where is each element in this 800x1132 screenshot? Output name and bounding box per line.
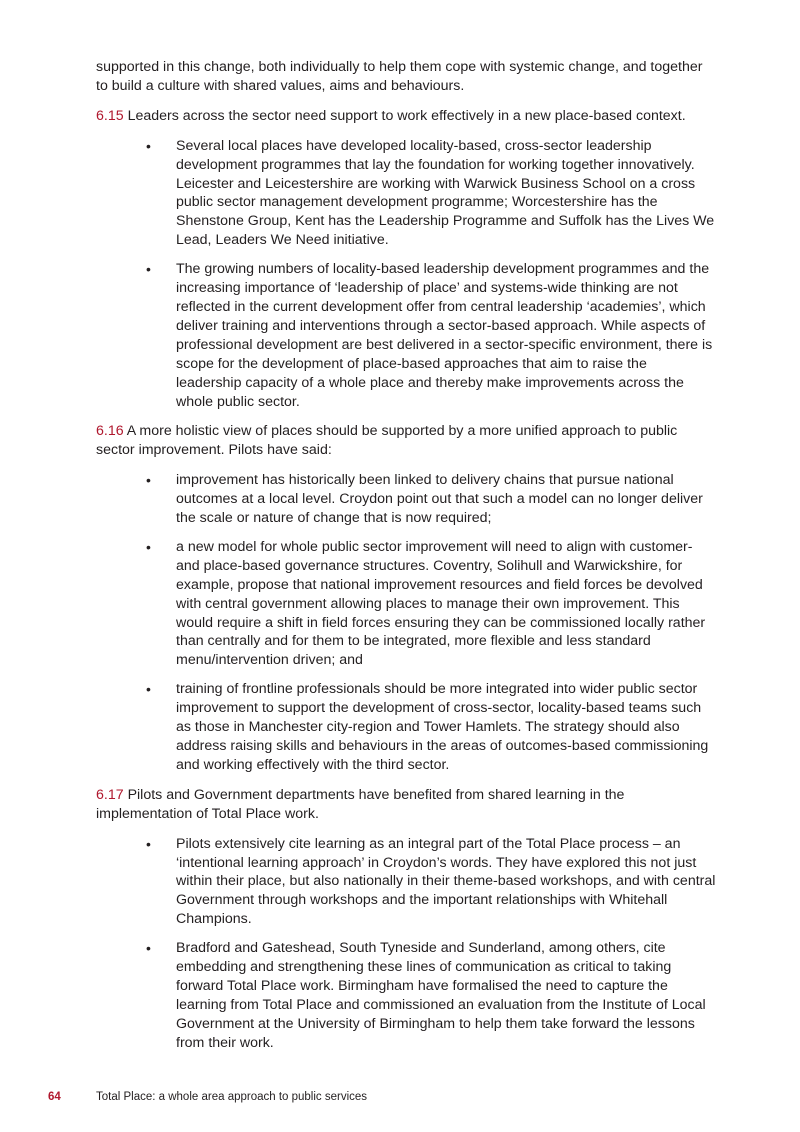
place-name: Leicester and Leicestershire xyxy=(176,175,354,192)
page-footer xyxy=(48,1091,367,1103)
place-name: Croydon xyxy=(382,854,437,871)
paragraph-6-17: 6.17 Pilots and Government departments have benefited from shared learning in the implementation of Total Place work. xyxy=(96,786,625,822)
list-item: • training of frontline professionals should be more integrated into wider public sector improvement to support the development of cross-sector, locality-based teams such as those in Manchester city-region and Tower Hamlets. The strategy should also address raising skills and behaviours in the areas of outcomes-based commissioning and working effectively with the third sector. xyxy=(176,680,716,775)
place-name: Kent xyxy=(295,213,325,230)
place-name: Tower Hamlets xyxy=(423,719,518,736)
list-item: • improvement has historically been linked to delivery chains that pursue national outcomes at a local level. Croydon point out that such a model can no longer deliver the scale or nature of change that is now required; xyxy=(176,471,716,528)
paragraph-6-15: 6.15 Leaders across the sector need support to work effectively in a new place-based context. xyxy=(96,107,686,124)
place-name: Birmingham xyxy=(338,977,414,994)
body-text xyxy=(96,58,716,1064)
paragraph-number: 6.15 xyxy=(96,107,124,124)
place-name: Bradford xyxy=(176,940,231,957)
list-item: • Bradford and Gateshead, South Tyneside and Sunderland, among others, cite embedding and strengthening these lines of communication as critical to taking forward Total Place work. Birmingham have formalised the need to capture the learning from Total Place and commissioned an evaluation from the Institute of Local Government at the University of Birmingham to help them take forward the lessons from their work. xyxy=(176,939,716,1052)
paragraph-number: 6.17 xyxy=(96,786,124,803)
page-number: 64 xyxy=(48,1091,61,1103)
bullet-list-6-16 xyxy=(96,471,716,775)
place-name: Suffolk xyxy=(558,213,602,230)
place-name: Gateshead, South Tyneside and Sunderland xyxy=(261,940,541,957)
list-item: • The growing numbers of locality-based leadership development programmes and the increasing importance of ‘leadership of place’ and systems-wide thinking are not reflected in the current development offer from central leadership ‘academies’, which deliver training and interventions through a sector-based approach. While aspects of professional development are best delivered in a sector-specific environment, there is scope for the development of place-based approaches that aim to raise the leadership capacity of a whole place and thereby make improvements across the whole public sector. xyxy=(176,260,716,411)
place-name: Manchester city-region xyxy=(248,719,393,736)
list-item: • Pilots extensively cite learning as an integral part of the Total Place process – an ‘intentional learning approach’ in Croydon’s words. They have explored this not just within their place, but also nationally in their theme-based workshops, and with central Government through workshops and the important relationships with Whitehall Champions. xyxy=(176,835,716,930)
bullet-list-6-17 xyxy=(96,835,716,1053)
place-name: Coventry, Solihull and Warwickshire xyxy=(433,557,658,574)
paragraph-6-16: 6.16 A more holistic view of places should be supported by a more unified approach to public sector improvement. Pilots have said: xyxy=(96,423,678,459)
bullet-list-6-15 xyxy=(96,137,716,412)
paragraph-number: 6.16 xyxy=(96,423,124,440)
list-item: • Several local places have developed locality-based, cross-sector leadership development programmes that lay the foundation for working together innovatively. Leicester and Leicestershire are working with Warwick Business School on a cross public sector management development programme; Worcestershire has the Shenstone Group, Kent has the Leadership Programme and Suffolk has the Lives We Lead, Leaders We Need initiative. xyxy=(176,137,716,250)
place-name: Worcestershire xyxy=(511,194,608,211)
list-item: • a new model for whole public sector improvement will need to align with customer- and place-based governance structures. Coventry, Solihull and Warwickshire, for example, propose that national improvement resources and field forces be devolved with central government allowing places to manage their own improvement. This would require a shift in field forces ensuring they can be commissioned locally rather than centrally and for them to be integrated, more flexible and less standard menu/intervention driven; and xyxy=(176,538,716,670)
place-name: Croydon xyxy=(339,491,393,508)
intro-paragraph: supported in this change, both individually to help them cope with systemic change, and together to build a culture with shared values, aims and behaviours. xyxy=(96,59,703,94)
footer-title: Total Place: a whole area approach to public services xyxy=(96,1091,368,1103)
